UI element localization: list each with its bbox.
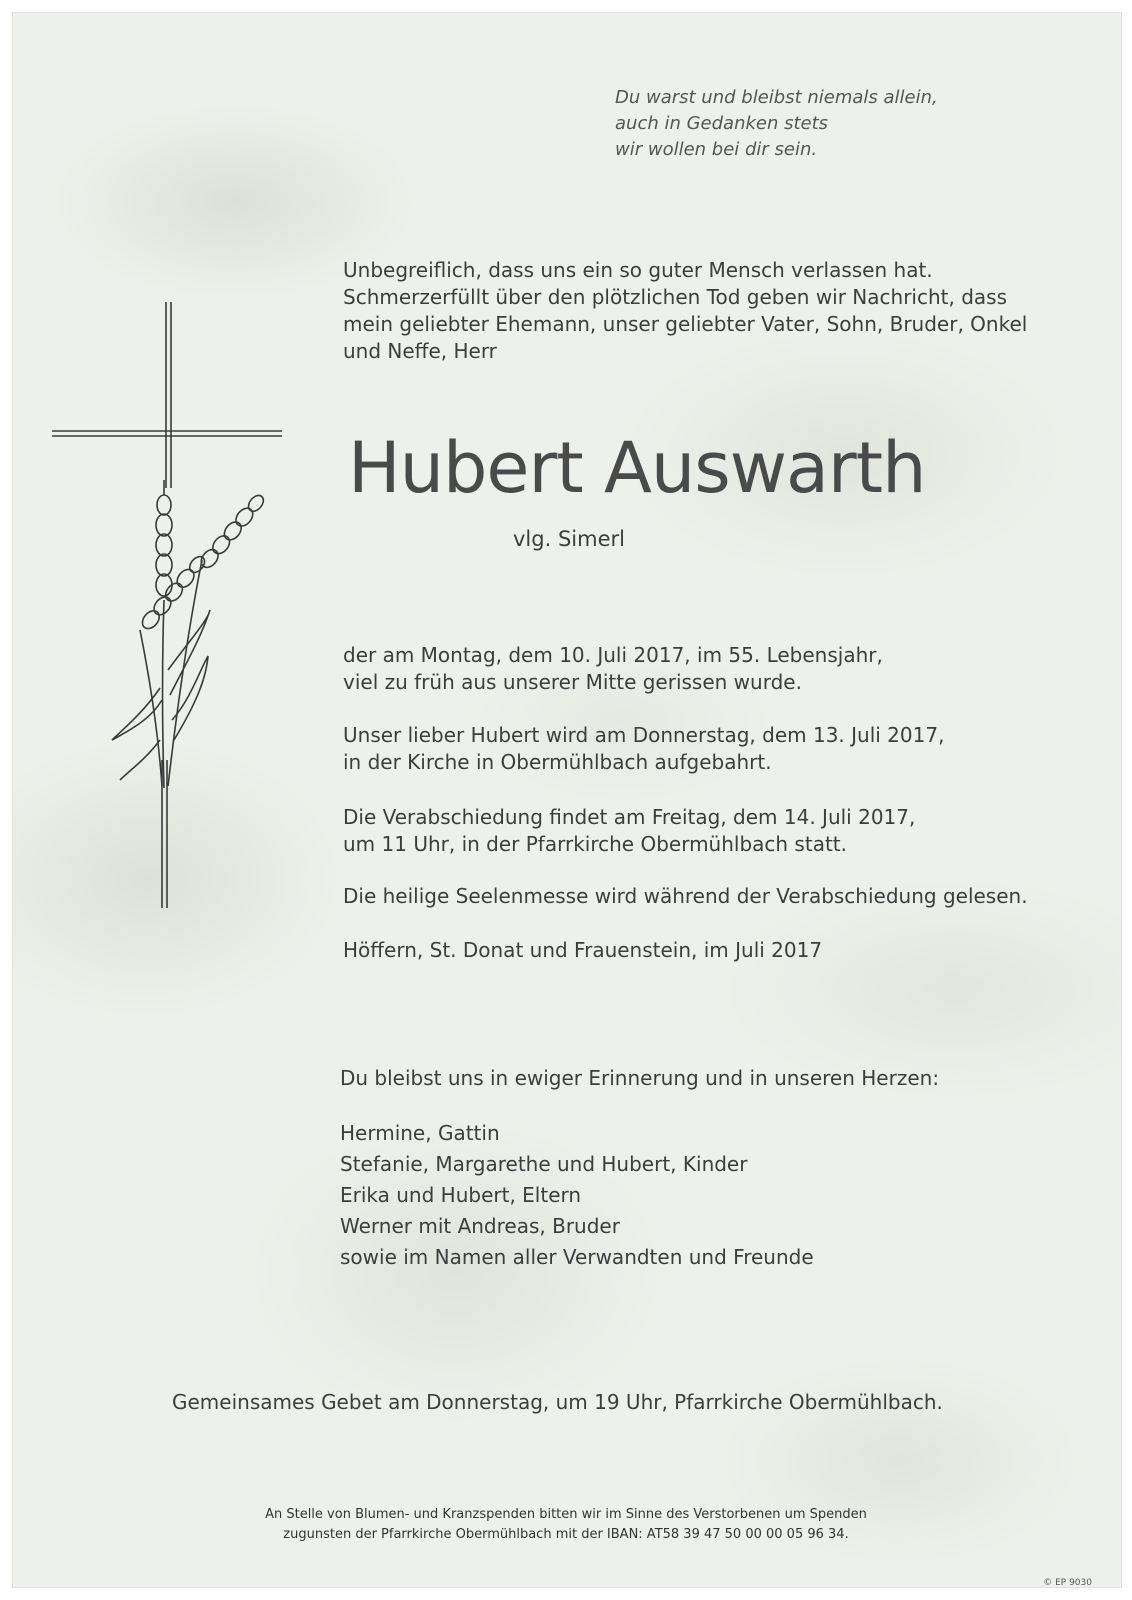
- text-line: Unser lieber Hubert wird am Donnerstag, dem 13. Juli 2017,: [343, 723, 945, 747]
- donation-line: An Stelle von Blumen- und Kranzspenden bitten wir im Sinne des Verstorbenen um Spenden: [265, 1507, 867, 1522]
- intro-line: Unbegreiflich, dass uns ein so guter Mensch verlassen hat.: [343, 258, 933, 282]
- mourner-item: Hermine, Gattin: [340, 1121, 500, 1145]
- cross-with-wheat-icon: [50, 300, 290, 915]
- motto-verse: [615, 85, 1015, 163]
- text-line: Höffern, St. Donat und Frauenstein, im Juli 2017: [343, 938, 823, 962]
- deceased-vulgo: vlg. Simerl: [513, 527, 625, 551]
- text-line: in der Kirche in Obermühlbach aufgebahrt.: [343, 750, 772, 774]
- copyright-mark: © EP 9030: [1043, 1578, 1092, 1588]
- mourners-list: [340, 1118, 814, 1273]
- closing-line: Du bleibst uns in ewiger Erinnerung und in unseren Herzen:: [340, 1066, 940, 1090]
- text-line: Die Verabschiedung findet am Freitag, dem 14. Juli 2017,: [343, 805, 916, 829]
- donation-notice: [0, 1505, 1132, 1545]
- mourner-item: Stefanie, Margarethe und Hubert, Kinder: [340, 1152, 748, 1176]
- text-line: um 11 Uhr, in der Pfarrkirche Obermühlbach statt.: [343, 832, 847, 856]
- viewing-info: [343, 722, 944, 776]
- motto-line: auch in Gedanken stets: [615, 113, 829, 134]
- deceased-name: Hubert Auswarth: [348, 427, 926, 509]
- intro-line: und Neffe, Herr: [343, 339, 497, 363]
- mourner-item: sowie im Namen aller Verwandten und Freunde: [340, 1245, 814, 1269]
- intro-text: [343, 257, 1063, 365]
- text-line: der am Montag, dem 10. Juli 2017, im 55. Lebensjahr,: [343, 643, 883, 667]
- text-line: Die heilige Seelenmesse wird während der Verabschiedung gelesen.: [343, 884, 1028, 908]
- mourner-item: Erika und Hubert, Eltern: [340, 1183, 582, 1207]
- intro-line: Schmerzerfüllt über den plötzlichen Tod geben wir Nachricht, dass: [343, 285, 1007, 309]
- intro-line: mein geliebter Ehemann, unser geliebter Vater, Sohn, Bruder, Onkel: [343, 312, 1028, 336]
- farewell-info: [343, 804, 915, 858]
- donation-line: zugunsten der Pfarrkirche Obermühlbach mit der IBAN: AT58 39 47 50 00 00 05 96 34.: [283, 1527, 849, 1542]
- prayer-notice: Gemeinsames Gebet am Donnerstag, um 19 Uhr, Pfarrkirche Obermühlbach.: [172, 1390, 943, 1414]
- motto-line: Du warst und bleibst niemals allein,: [615, 87, 938, 108]
- place-and-date: [343, 937, 822, 964]
- mourner-item: Werner mit Andreas, Bruder: [340, 1214, 620, 1238]
- requiem-info: [343, 883, 1028, 910]
- text-line: viel zu früh aus unserer Mitte gerissen wurde.: [343, 670, 802, 694]
- death-announcement: [343, 642, 883, 696]
- motto-line: wir wollen bei dir sein.: [615, 139, 818, 160]
